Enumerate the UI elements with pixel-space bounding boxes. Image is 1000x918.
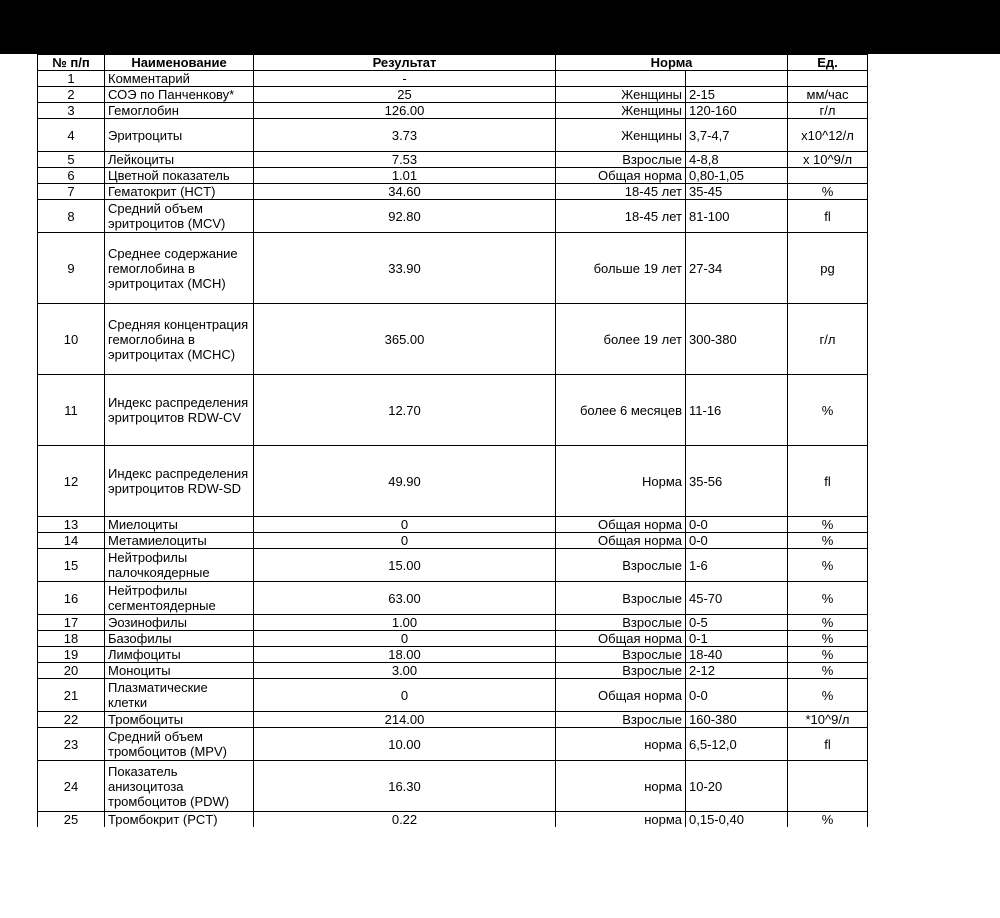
result-value: 63.00 (254, 582, 556, 615)
result-value: 18.00 (254, 647, 556, 663)
result-value: 92.80 (254, 200, 556, 233)
table-row (38, 87, 868, 103)
result-value: 0 (254, 517, 556, 533)
result-value: 0 (254, 631, 556, 647)
row-number: 16 (38, 582, 105, 615)
norm-group: больше 19 лет (556, 233, 686, 304)
result-value: 1.00 (254, 615, 556, 631)
norm-group: 18-45 лет (556, 184, 686, 200)
row-number: 1 (38, 71, 105, 87)
result-value: 49.90 (254, 446, 556, 517)
test-name: Показатель анизоцитоза тромбоцитов (PDW) (105, 761, 254, 812)
unit: % (788, 533, 868, 549)
header-result: Результат (254, 55, 556, 71)
row-number: 25 (38, 812, 105, 828)
table-row (38, 728, 868, 761)
test-name: Цветной показатель (105, 168, 254, 184)
row-number: 9 (38, 233, 105, 304)
norm-range: 0-5 (686, 615, 788, 631)
table-row (38, 168, 868, 184)
row-number: 6 (38, 168, 105, 184)
result-value: 25 (254, 87, 556, 103)
test-name: Тромбоциты (105, 712, 254, 728)
table-row (38, 517, 868, 533)
norm-range: 300-380 (686, 304, 788, 375)
unit (788, 168, 868, 184)
norm-range: 0,15-0,40 (686, 812, 788, 828)
header-unit: Ед. (788, 55, 868, 71)
unit: % (788, 375, 868, 446)
test-name: Эозинофилы (105, 615, 254, 631)
test-name: Среднее содержание гемоглобина в эритроцитах (MCH) (105, 233, 254, 304)
norm-range: 0-0 (686, 679, 788, 712)
norm-range: 45-70 (686, 582, 788, 615)
row-number: 22 (38, 712, 105, 728)
row-number: 3 (38, 103, 105, 119)
table-row (38, 812, 868, 828)
norm-range: 35-45 (686, 184, 788, 200)
test-name: Плазматические клетки (105, 679, 254, 712)
test-name: Базофилы (105, 631, 254, 647)
unit: х10^12/л (788, 119, 868, 152)
table-row (38, 549, 868, 582)
test-name: Индекс распределения эритроцитов RDW-SD (105, 446, 254, 517)
result-value: 34.60 (254, 184, 556, 200)
result-value: 33.90 (254, 233, 556, 304)
result-value: 10.00 (254, 728, 556, 761)
norm-group: Общая норма (556, 631, 686, 647)
unit: % (788, 582, 868, 615)
results-table (37, 54, 868, 827)
unit: % (788, 184, 868, 200)
table-row (38, 533, 868, 549)
norm-group: Взрослые (556, 712, 686, 728)
norm-range: 11-16 (686, 375, 788, 446)
norm-group: Женщины (556, 103, 686, 119)
result-value: 16.30 (254, 761, 556, 812)
norm-group: Женщины (556, 119, 686, 152)
result-value: 3.00 (254, 663, 556, 679)
test-name: Моноциты (105, 663, 254, 679)
norm-group: норма (556, 812, 686, 828)
test-name: Гемоглобин (105, 103, 254, 119)
row-number: 21 (38, 679, 105, 712)
result-value: 1.01 (254, 168, 556, 184)
table-row (38, 663, 868, 679)
test-name: Метамиелоциты (105, 533, 254, 549)
row-number: 8 (38, 200, 105, 233)
table-row (38, 647, 868, 663)
norm-range: 3,7-4,7 (686, 119, 788, 152)
unit: % (788, 647, 868, 663)
norm-group: Общая норма (556, 168, 686, 184)
result-value: 365.00 (254, 304, 556, 375)
test-name: Средняя концентрация гемоглобина в эритроцитах (MCHC) (105, 304, 254, 375)
norm-group: более 19 лет (556, 304, 686, 375)
norm-range: 160-380 (686, 712, 788, 728)
unit: % (788, 679, 868, 712)
table-row (38, 71, 868, 87)
unit: г/л (788, 103, 868, 119)
row-number: 18 (38, 631, 105, 647)
norm-group: норма (556, 728, 686, 761)
row-number: 2 (38, 87, 105, 103)
row-number: 24 (38, 761, 105, 812)
test-name: Гематокрит (HCT) (105, 184, 254, 200)
norm-range (686, 71, 788, 87)
unit: мм/час (788, 87, 868, 103)
norm-group: Общая норма (556, 533, 686, 549)
row-number: 4 (38, 119, 105, 152)
norm-group: Общая норма (556, 517, 686, 533)
norm-group: Взрослые (556, 615, 686, 631)
row-number: 7 (38, 184, 105, 200)
test-name: Средний объем эритроцитов (MCV) (105, 200, 254, 233)
result-value: 12.70 (254, 375, 556, 446)
norm-range: 0,80-1,05 (686, 168, 788, 184)
table-header-row (38, 55, 868, 71)
norm-range: 2-12 (686, 663, 788, 679)
unit: fl (788, 446, 868, 517)
test-name: Нейтрофилы сегментоядерные (105, 582, 254, 615)
norm-range: 27-34 (686, 233, 788, 304)
unit (788, 71, 868, 87)
result-value: 7.53 (254, 152, 556, 168)
norm-range: 4-8,8 (686, 152, 788, 168)
table-row (38, 615, 868, 631)
top-black-bar (0, 0, 1000, 54)
row-number: 12 (38, 446, 105, 517)
table-row (38, 375, 868, 446)
table-row (38, 233, 868, 304)
unit (788, 761, 868, 812)
unit: х 10^9/л (788, 152, 868, 168)
norm-range: 0-0 (686, 517, 788, 533)
table-row (38, 119, 868, 152)
header-name: Наименование (105, 55, 254, 71)
norm-group: Женщины (556, 87, 686, 103)
unit: % (788, 663, 868, 679)
unit: pg (788, 233, 868, 304)
test-name: Тромбокрит (PCT) (105, 812, 254, 828)
result-value: 214.00 (254, 712, 556, 728)
row-number: 11 (38, 375, 105, 446)
norm-group: Взрослые (556, 549, 686, 582)
norm-range: 81-100 (686, 200, 788, 233)
test-name: Нейтрофилы палочкоядерные (105, 549, 254, 582)
row-number: 10 (38, 304, 105, 375)
row-number: 19 (38, 647, 105, 663)
test-name: СОЭ по Панченкову* (105, 87, 254, 103)
table-row (38, 200, 868, 233)
test-name: Лимфоциты (105, 647, 254, 663)
result-value: 15.00 (254, 549, 556, 582)
norm-group: Взрослые (556, 647, 686, 663)
result-value: 126.00 (254, 103, 556, 119)
norm-range: 35-56 (686, 446, 788, 517)
norm-range: 6,5-12,0 (686, 728, 788, 761)
row-number: 5 (38, 152, 105, 168)
unit: % (788, 631, 868, 647)
norm-group: Взрослые (556, 582, 686, 615)
norm-group (556, 71, 686, 87)
test-name: Индекс распределения эритроцитов RDW-CV (105, 375, 254, 446)
table-row (38, 582, 868, 615)
result-value: 0 (254, 533, 556, 549)
test-name: Эритроциты (105, 119, 254, 152)
unit: г/л (788, 304, 868, 375)
table-row (38, 446, 868, 517)
norm-group: норма (556, 761, 686, 812)
table-row (38, 712, 868, 728)
table-row (38, 631, 868, 647)
result-value: 0.22 (254, 812, 556, 828)
norm-range: 0-0 (686, 533, 788, 549)
header-norm: Норма (556, 55, 788, 71)
unit: % (788, 812, 868, 828)
table-row (38, 761, 868, 812)
row-number: 17 (38, 615, 105, 631)
norm-range: 2-15 (686, 87, 788, 103)
norm-group: более 6 месяцев (556, 375, 686, 446)
norm-range: 1-6 (686, 549, 788, 582)
table-row (38, 152, 868, 168)
row-number: 23 (38, 728, 105, 761)
unit: *10^9/л (788, 712, 868, 728)
row-number: 15 (38, 549, 105, 582)
norm-range: 0-1 (686, 631, 788, 647)
row-number: 20 (38, 663, 105, 679)
table-row (38, 103, 868, 119)
table-row (38, 679, 868, 712)
result-value: 0 (254, 679, 556, 712)
unit: fl (788, 728, 868, 761)
result-value: - (254, 71, 556, 87)
unit: % (788, 615, 868, 631)
result-value: 3.73 (254, 119, 556, 152)
norm-group: Норма (556, 446, 686, 517)
norm-range: 120-160 (686, 103, 788, 119)
norm-group: Взрослые (556, 152, 686, 168)
unit: % (788, 549, 868, 582)
norm-range: 18-40 (686, 647, 788, 663)
norm-group: 18-45 лет (556, 200, 686, 233)
test-name: Комментарий (105, 71, 254, 87)
table-row (38, 184, 868, 200)
test-name: Средний объем тромбоцитов (MPV) (105, 728, 254, 761)
test-name: Миелоциты (105, 517, 254, 533)
header-num: № п/п (38, 55, 105, 71)
unit: % (788, 517, 868, 533)
norm-group: Взрослые (556, 663, 686, 679)
table-row (38, 304, 868, 375)
row-number: 13 (38, 517, 105, 533)
norm-range: 10-20 (686, 761, 788, 812)
norm-group: Общая норма (556, 679, 686, 712)
test-name: Лейкоциты (105, 152, 254, 168)
row-number: 14 (38, 533, 105, 549)
unit: fl (788, 200, 868, 233)
